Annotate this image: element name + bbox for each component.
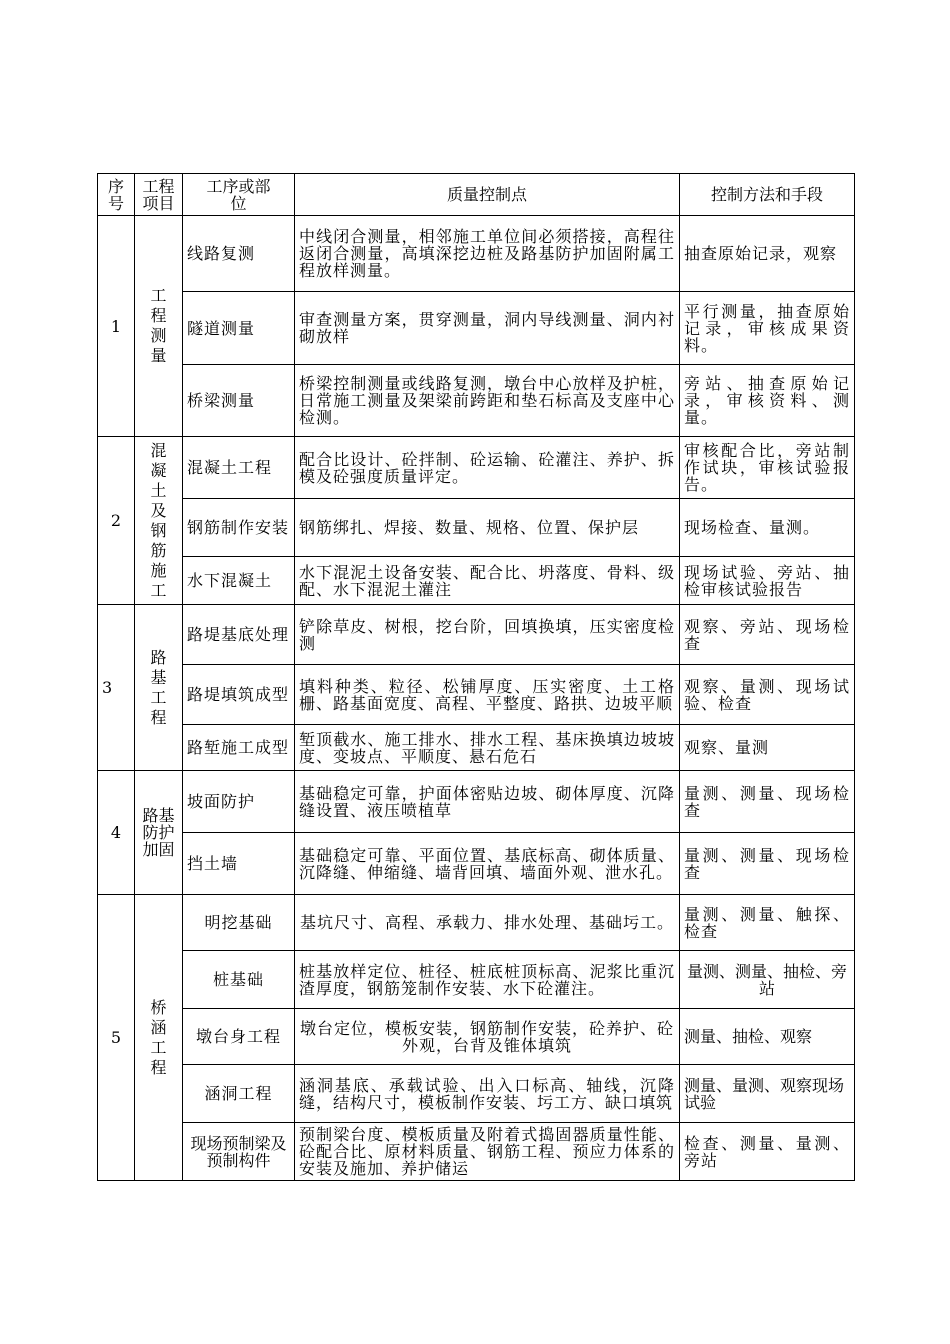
method-cell: 旁站、抽查原始记录，审核资料、测量。 bbox=[680, 365, 855, 437]
process-cell: 桩基础 bbox=[183, 951, 295, 1009]
method-cell: 现场检查、量测。 bbox=[680, 499, 855, 557]
method-cell: 量测、测量、现场检查 bbox=[680, 833, 855, 895]
process-cell: 坡面防护 bbox=[183, 771, 295, 833]
group-number: 2 bbox=[98, 437, 135, 605]
table-row bbox=[98, 557, 855, 605]
point-cell: 基础稳定可靠、平面位置、基底标高、砌体质量、沉降缝、伸缩缝、墙背回填、墙面外观、泄水孔。 bbox=[295, 833, 680, 895]
table-row bbox=[98, 1065, 855, 1123]
table-row bbox=[98, 437, 855, 499]
process-cell: 线路复测 bbox=[183, 216, 295, 292]
table-row bbox=[98, 292, 855, 365]
group-number: 1 bbox=[98, 216, 135, 437]
process-cell: 隧道测量 bbox=[183, 292, 295, 365]
table-row bbox=[98, 1123, 855, 1181]
table-row bbox=[98, 1009, 855, 1065]
method-cell: 观察、量测、现场试验、检查 bbox=[680, 665, 855, 725]
process-cell: 路堤填筑成型 bbox=[183, 665, 295, 725]
point-cell: 堑顶截水、施工排水、排水工程、基床换填边坡坡度、变坡点、平顺度、悬石危石 bbox=[295, 725, 680, 771]
process-cell: 路堤基底处理 bbox=[183, 605, 295, 665]
table-row bbox=[98, 605, 855, 665]
point-cell: 基础稳定可靠，护面体密贴边坡、砌体厚度、沉降缝设置、液压喷植草 bbox=[295, 771, 680, 833]
point-cell: 预制梁台度、模板质量及附着式捣固器质量性能、砼配合比、原材料质量、钢筋工程、预应力体系的安装及施加、养护储运 bbox=[295, 1123, 680, 1181]
point-cell: 钢筋绑扎、焊接、数量、规格、位置、保护层 bbox=[295, 499, 680, 557]
process-cell: 混凝土工程 bbox=[183, 437, 295, 499]
method-cell: 审核配合比，旁站制作试块，审核试验报告。 bbox=[680, 437, 855, 499]
method-cell: 测量、抽检、观察 bbox=[680, 1009, 855, 1065]
table-row bbox=[98, 365, 855, 437]
group-project: 路基防护加固 bbox=[135, 771, 183, 895]
point-cell: 配合比设计、砼拌制、砼运输、砼灌注、养护、拆模及砼强度质量评定。 bbox=[295, 437, 680, 499]
method-cell: 量测、测量、现场检查 bbox=[680, 771, 855, 833]
table-row bbox=[98, 499, 855, 557]
table-header-row bbox=[98, 174, 855, 216]
table-row bbox=[98, 951, 855, 1009]
point-cell: 审查测量方案，贯穿测量，洞内导线测量、洞内衬砌放样 bbox=[295, 292, 680, 365]
method-cell: 观察、量测 bbox=[680, 725, 855, 771]
process-cell: 桥梁测量 bbox=[183, 365, 295, 437]
table-row bbox=[98, 725, 855, 771]
group-project: 混凝土及钢筋施工 bbox=[135, 437, 183, 605]
point-cell: 桥梁控制测量或线路复测，墩台中心放样及护桩，日常施工测量及架梁前跨距和垫石标高及支座中心检测。 bbox=[295, 365, 680, 437]
method-cell: 测量、量测、观察现场试验 bbox=[680, 1065, 855, 1123]
process-cell: 路堑施工成型 bbox=[183, 725, 295, 771]
point-cell: 铲除草皮、树根，挖台阶，回填换填，压实密度检测 bbox=[295, 605, 680, 665]
process-cell: 现场预制梁及预制构件 bbox=[183, 1123, 295, 1181]
method-cell: 量测、测量、触探、检查 bbox=[680, 895, 855, 951]
method-cell: 现场试验、旁站、抽检审核试验报告 bbox=[680, 557, 855, 605]
method-cell: 观察、旁站、现场检查 bbox=[680, 605, 855, 665]
header-method: 控制方法和手段 bbox=[680, 174, 855, 216]
point-cell: 填料种类、粒径、松铺厚度、压实密度、土工格栅、路基面宽度、高程、平整度、路拱、边坡平顺 bbox=[295, 665, 680, 725]
group-number: 4 bbox=[98, 771, 135, 895]
table-row bbox=[98, 895, 855, 951]
process-cell: 钢筋制作安装 bbox=[183, 499, 295, 557]
quality-control-table bbox=[97, 173, 855, 1181]
method-cell: 检查、测量、量测、旁站 bbox=[680, 1123, 855, 1181]
table-row bbox=[98, 216, 855, 292]
point-cell: 涵洞基底、承载试验、出入口标高、轴线，沉降缝，结构尺寸，模板制作安装、圬工方、缺口填筑 bbox=[295, 1065, 680, 1123]
method-cell: 抽查原始记录，观察 bbox=[680, 216, 855, 292]
process-cell: 挡土墙 bbox=[183, 833, 295, 895]
table-row bbox=[98, 771, 855, 833]
point-cell: 水下混泥土设备安装、配合比、坍落度、骨料、级配、水下混泥土灌注 bbox=[295, 557, 680, 605]
process-cell: 明挖基础 bbox=[183, 895, 295, 951]
process-cell: 涵洞工程 bbox=[183, 1065, 295, 1123]
header-point: 质量控制点 bbox=[295, 174, 680, 216]
table-row bbox=[98, 665, 855, 725]
group-project: 工程测量 bbox=[135, 216, 183, 437]
method-cell: 量测、测量、抽检、旁站 bbox=[680, 951, 855, 1009]
table-row bbox=[98, 833, 855, 895]
point-cell: 基坑尺寸、高程、承载力、排水处理、基础圬工。 bbox=[295, 895, 680, 951]
point-cell: 中线闭合测量，相邻施工单位间必须搭接，高程往返闭合测量，高填深挖边桩及路基防护加固附属工程放样测量。 bbox=[295, 216, 680, 292]
group-project: 路基工程 bbox=[135, 605, 183, 771]
method-cell: 平行测量，抽查原始记录，审核成果资料。 bbox=[680, 292, 855, 365]
point-cell: 墩台定位，模板安装，钢筋制作安装，砼养护、砼外观，台背及锥体填筑 bbox=[295, 1009, 680, 1065]
group-project: 桥涵工程 bbox=[135, 895, 183, 1181]
header-seq: 序号 bbox=[98, 174, 135, 216]
process-cell: 水下混凝土 bbox=[183, 557, 295, 605]
header-process: 工序或部位 bbox=[183, 174, 295, 216]
point-cell: 桩基放样定位、桩径、桩底桩顶标高、泥浆比重沉渣厚度，钢筋笼制作安装、水下砼灌注。 bbox=[295, 951, 680, 1009]
group-number: 3 bbox=[98, 605, 135, 771]
header-project: 工程项目 bbox=[135, 174, 183, 216]
group-number: 5 bbox=[98, 895, 135, 1181]
process-cell: 墩台身工程 bbox=[183, 1009, 295, 1065]
